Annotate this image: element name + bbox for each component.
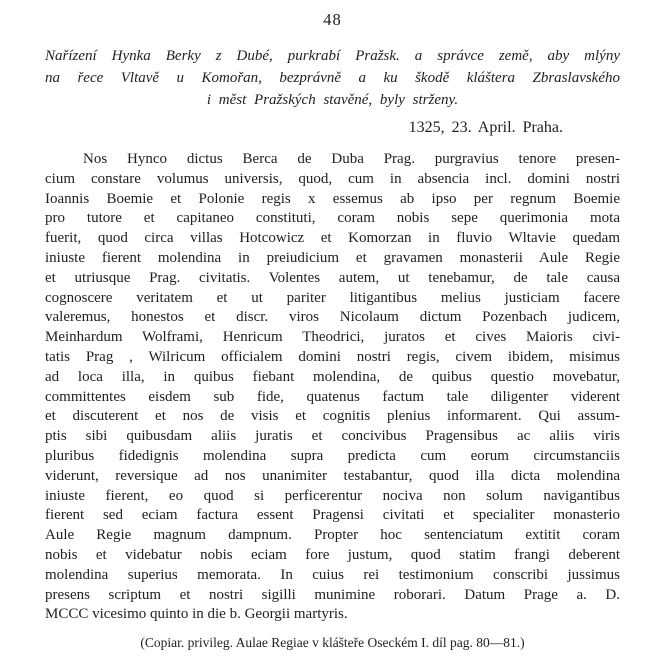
body-line: tatis Prag , Wilricum officialem domini nostri regis, civem ibidem, misimus [45, 348, 620, 365]
document-heading [45, 45, 620, 111]
body-line: MCCC vicesimo quinto in die b. Georgii martyris. [45, 606, 348, 623]
dateline: 1325, 23. April. Praha. [408, 119, 563, 136]
body-line: valeremus, honestos et discr. viros Nicolaum dictum Pozenbach judicem, [45, 309, 620, 326]
body-line: pro tutore et capitaneo constituti, coram nobis sepe querimonia mota [45, 210, 620, 227]
document-body [45, 150, 620, 625]
heading-line: Nařízení Hynka Berky z Dubé, purkrabí Pražsk. a správce země, aby mlýny [45, 48, 620, 64]
body-line: pluribus fidedignis molendina supra predicta cum eorum circumstanciis [45, 447, 620, 464]
body-line: ptis sibi quibusdam aliis juratis et concivibus Pragensibus ac aliis viris [45, 428, 620, 445]
body-line: Meinhardum Wolframi, Henricum Theodrici, juratos et cives Maioris civi- [45, 329, 620, 346]
body-line: nobis et videbatur nobis eciam fore justum, quod statim frangi deberent [45, 546, 620, 563]
body-line: fierent sed eciam factura essent Pragensi civitati et specialiter monasterio [45, 507, 620, 524]
body-line: et discuterent et nos de visis et cognitis plenius informarent. Qui assum- [45, 408, 620, 425]
body-line: ad loca illa, in quibus fiebant molendina, de quibus questio movebatur, [45, 368, 620, 385]
body-line: cognoscere veritatem et ut pariter litigantibus melius justiciam facere [45, 289, 620, 306]
page-number: 48 [323, 10, 342, 29]
heading-line: i měst Pražských stavěné, byly strženy. [206, 92, 459, 108]
body-line: presens scriptum et nostri sigilli munimine roborari. Datum Prage a. D. [45, 586, 620, 603]
body-line: committentes eisdem sub fide, quatenus factum tale diligenter viderent [45, 388, 620, 405]
body-line: Ioannis Boemie et Polonie regis x essemus ab ipso per regnum Boemie [45, 190, 620, 207]
body-line: Nos Hynco dictus Berca de Duba Prag. purgravius tenore presen- [83, 151, 620, 167]
body-line: molendina superius memorata. In cuius rei testimonium conscribi jussimus [45, 566, 620, 583]
heading-line: na řece Vltavě u Komořan, bezprávně a ku škodě kláštera Zbraslavského [45, 70, 620, 86]
body-line: et utriusque Prag. civitatis. Volentes autem, ut tenebamur, de tale causa [45, 269, 620, 286]
body-line: iniuste fierent, eo quod si perficerentur nociva non solum navigantibus [45, 487, 620, 504]
source-citation: (Copiar. privileg. Aulae Regiae v klášteře Oseckém I. díl pag. 80—81.) [140, 635, 525, 651]
body-line: viderunt, reversique ad nos unanimiter testabantur, quod illa dicta molendina [45, 467, 620, 484]
body-line: fuerit, quod circa villas Hotcowicz et Komorzan in fluvio Wltavie quedam [45, 230, 620, 247]
body-line: Aule Regie magnum dampnum. Propter hoc sentenciatum extitit coram [45, 527, 620, 544]
body-line: cium constare volumus universis, quod, cum in absencia incl. domini nostri [45, 170, 620, 187]
body-line: iniuste fierent molendina in preiudicium et gravamen monasterii Aule Regie [45, 249, 620, 266]
